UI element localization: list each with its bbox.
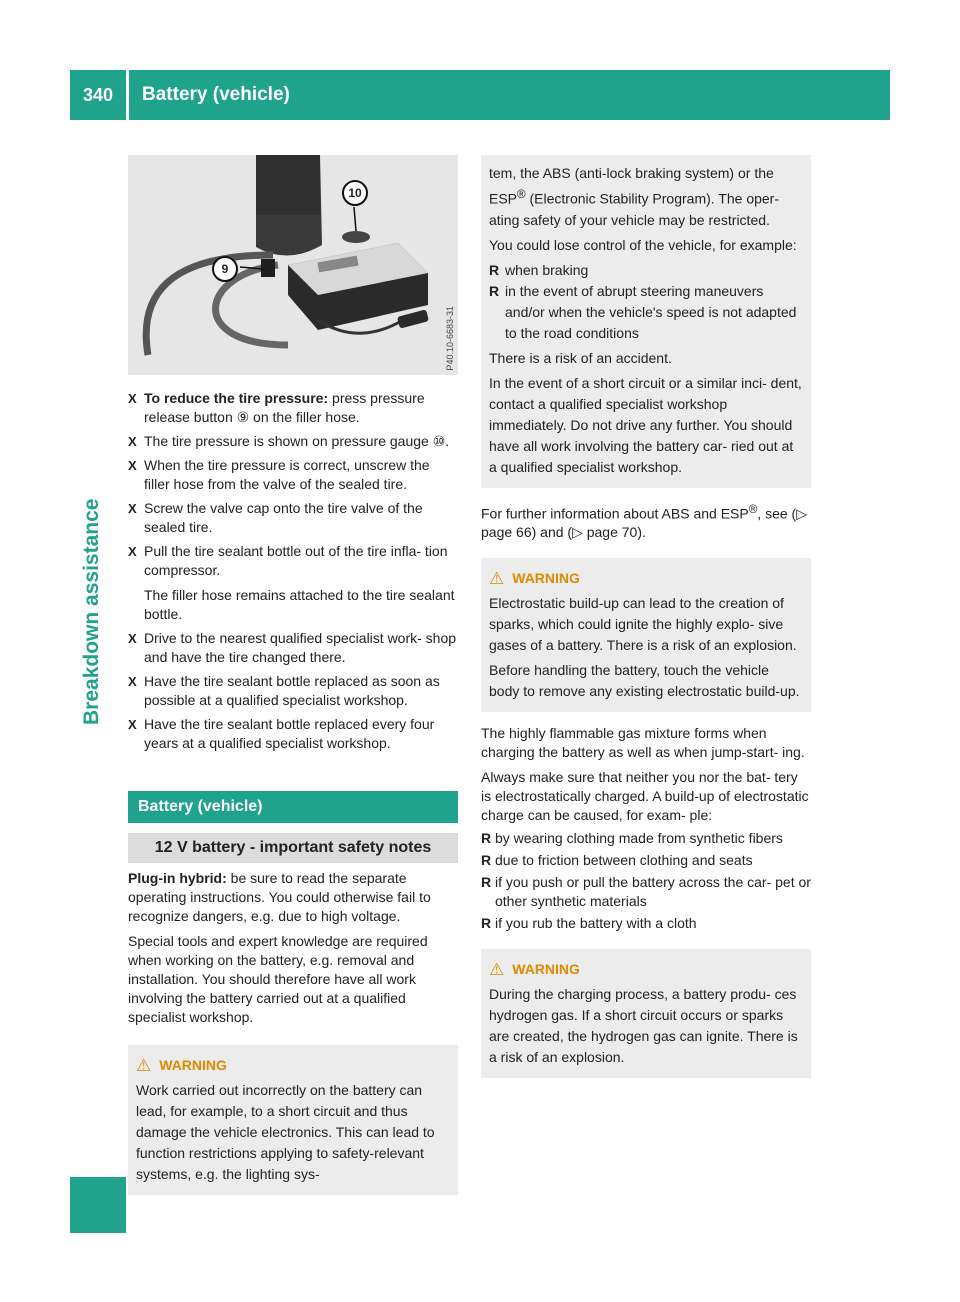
side-section-label: Breakdown assistance (80, 498, 103, 725)
step-item: X Drive to the nearest qualified specialist work- shop and have the tire changed there. (128, 630, 457, 665)
list-item: R due to friction between clothing and seats (481, 852, 753, 869)
static-bullets (481, 829, 811, 933)
warning-bullets (489, 260, 803, 344)
step-arrow-icon: X (128, 674, 137, 689)
step-arrow-icon: X (128, 391, 137, 406)
list-item: R when braking (489, 260, 803, 281)
warning-heading: ⚠ WARNING (489, 960, 580, 980)
bullet-icon: R (481, 874, 492, 891)
step-note: The filler hose remains attached to the tire sealant bottle. (144, 587, 455, 622)
bullet-icon: R (489, 261, 500, 278)
static-info-2: Always make sure that neither you nor the bat- tery is electrostatically charged. A build-up of electrostatic charge can be caused, for exam- ple: (481, 769, 809, 824)
page-title: Battery (vehicle) (142, 84, 290, 105)
bullet-icon: R (481, 830, 492, 847)
compressor-illustration (128, 155, 458, 375)
warning-icon: ⚠ (489, 960, 505, 980)
step-item: X Pull the tire sealant bottle out of the tire infla- tion compressor. The filler hose remains attached to the tire sealant bottle. (128, 542, 458, 624)
side-tab-block (70, 1177, 126, 1233)
left-column (128, 155, 458, 1195)
warning-box-3: ⚠ WARNING During the charging process, a battery produ- ces hydrogen gas. If a short circuit occurs or sparks are created, the hydrogen gas can ignite. There is a risk of an explosion. (481, 949, 811, 1078)
warning-icon: ⚠ (489, 569, 505, 589)
list-item: R if you rub the battery with a cloth (481, 915, 697, 932)
step-item: X Screw the valve cap onto the tire valve of the sealed tire. (128, 500, 423, 535)
warning-heading: ⚠ WARNING (136, 1056, 227, 1075)
bullet-icon: R (481, 852, 492, 869)
static-info-1: The highly flammable gas mixture forms when charging the battery as well as when jump-start- ing. (481, 725, 805, 761)
list-item: R if you push or pull the battery across the car- pet or other synthetic materials (481, 874, 811, 910)
further-info: For further information about ABS and ESP®, see (▷ page 66) and (▷ page 70). (481, 502, 807, 541)
step-arrow-icon: X (128, 434, 137, 449)
warning-box-1 (128, 1045, 458, 1195)
step-arrow-icon: X (128, 544, 137, 559)
figure-code: P40.10-6683-31 (445, 306, 455, 371)
right-column (481, 155, 811, 1078)
warning-box-2: ⚠ WARNING Electrostatic build-up can lead to the creation of sparks, which could ignite the highly explo- sive gases of a battery. There is a risk of an explosion. Before handling the battery, touch the vehicle body to remove any existing electrostatic build-up. (481, 558, 811, 712)
bullet-icon: R (481, 915, 492, 932)
step-item: X Have the tire sealant bottle replaced as soon as possible at a qualified specialist workshop. (128, 673, 440, 708)
section-title: Battery (vehicle) (128, 791, 458, 823)
step-arrow-icon: X (128, 631, 137, 646)
step-arrow-icon: X (128, 717, 137, 732)
warning-text: Work carried out incorrectly on the battery can lead, for example, to a short circuit and thus damage the vehicle electronics. This can lead to function restrictions applying to safety-relevant systems, e.g. the lighting sys- (136, 1082, 435, 1182)
warning-icon: ⚠ (136, 1056, 152, 1075)
page-number: 340 (82, 84, 114, 105)
intro-paragraph-2: Special tools and expert knowledge are required when working on the battery, e.g. removal and installation. You should therefore have all work involving the battery carried out at a qualified specialist workshop. (128, 933, 428, 1025)
callout-10: 10 (342, 180, 368, 206)
list-item: R by wearing clothing made from synthetic fibers (481, 830, 783, 847)
step-item: X To reduce the tire pressure: press pressure release button ⑨ on the filler hose. (128, 390, 425, 425)
procedure-steps (128, 389, 458, 753)
warning-box-1-continued: tem, the ABS (anti-lock braking system) or the ESP® (Electronic Stability Program). The oper- ating safety of your vehicle may be restricted. You could lose control of the vehicle, for example: R when braking R in the event of abrupt steering maneuvers and/or when the vehicle's speed is not adapted to the road conditions There is a risk of an accident. In the event of a short circuit or a similar inci- dent, contact a qualified specialist workshop immediately. Do not drive any further. You should have all work involving the battery car- ried out at a qualified specialist workshop. (481, 155, 811, 488)
step-item: X Have the tire sealant bottle replaced every four years at a qualified specialist workshop. (128, 716, 435, 751)
list-item: R in the event of abrupt steering maneuvers and/or when the vehicle's speed is not adapted to the road conditions (489, 282, 797, 341)
step-arrow-icon: X (128, 501, 137, 516)
subsection-title: 12 V battery - important safety notes (128, 833, 458, 863)
step-arrow-icon: X (128, 458, 137, 473)
step-item: X The tire pressure is shown on pressure gauge ⑩. (128, 433, 450, 449)
step-item: X When the tire pressure is correct, unscrew the filler hose from the valve of the sealed tire. (128, 457, 430, 492)
warning-heading: ⚠ WARNING (489, 569, 580, 589)
tire-sealant-figure (128, 155, 458, 375)
intro-paragraph: Plug-in hybrid: be sure to read the separate operating instructions. You could otherwise fail to recognize dangers, e.g. due to high voltage. (128, 870, 431, 924)
header-divider (126, 70, 129, 120)
bullet-icon: R (489, 282, 500, 299)
warning-text-continued: tem, the ABS (anti-lock braking system) or the ESP® (Electronic Stability Program). The oper- ating safety of your vehicle may be restricted. (489, 165, 779, 228)
callout-9: 9 (212, 256, 238, 282)
